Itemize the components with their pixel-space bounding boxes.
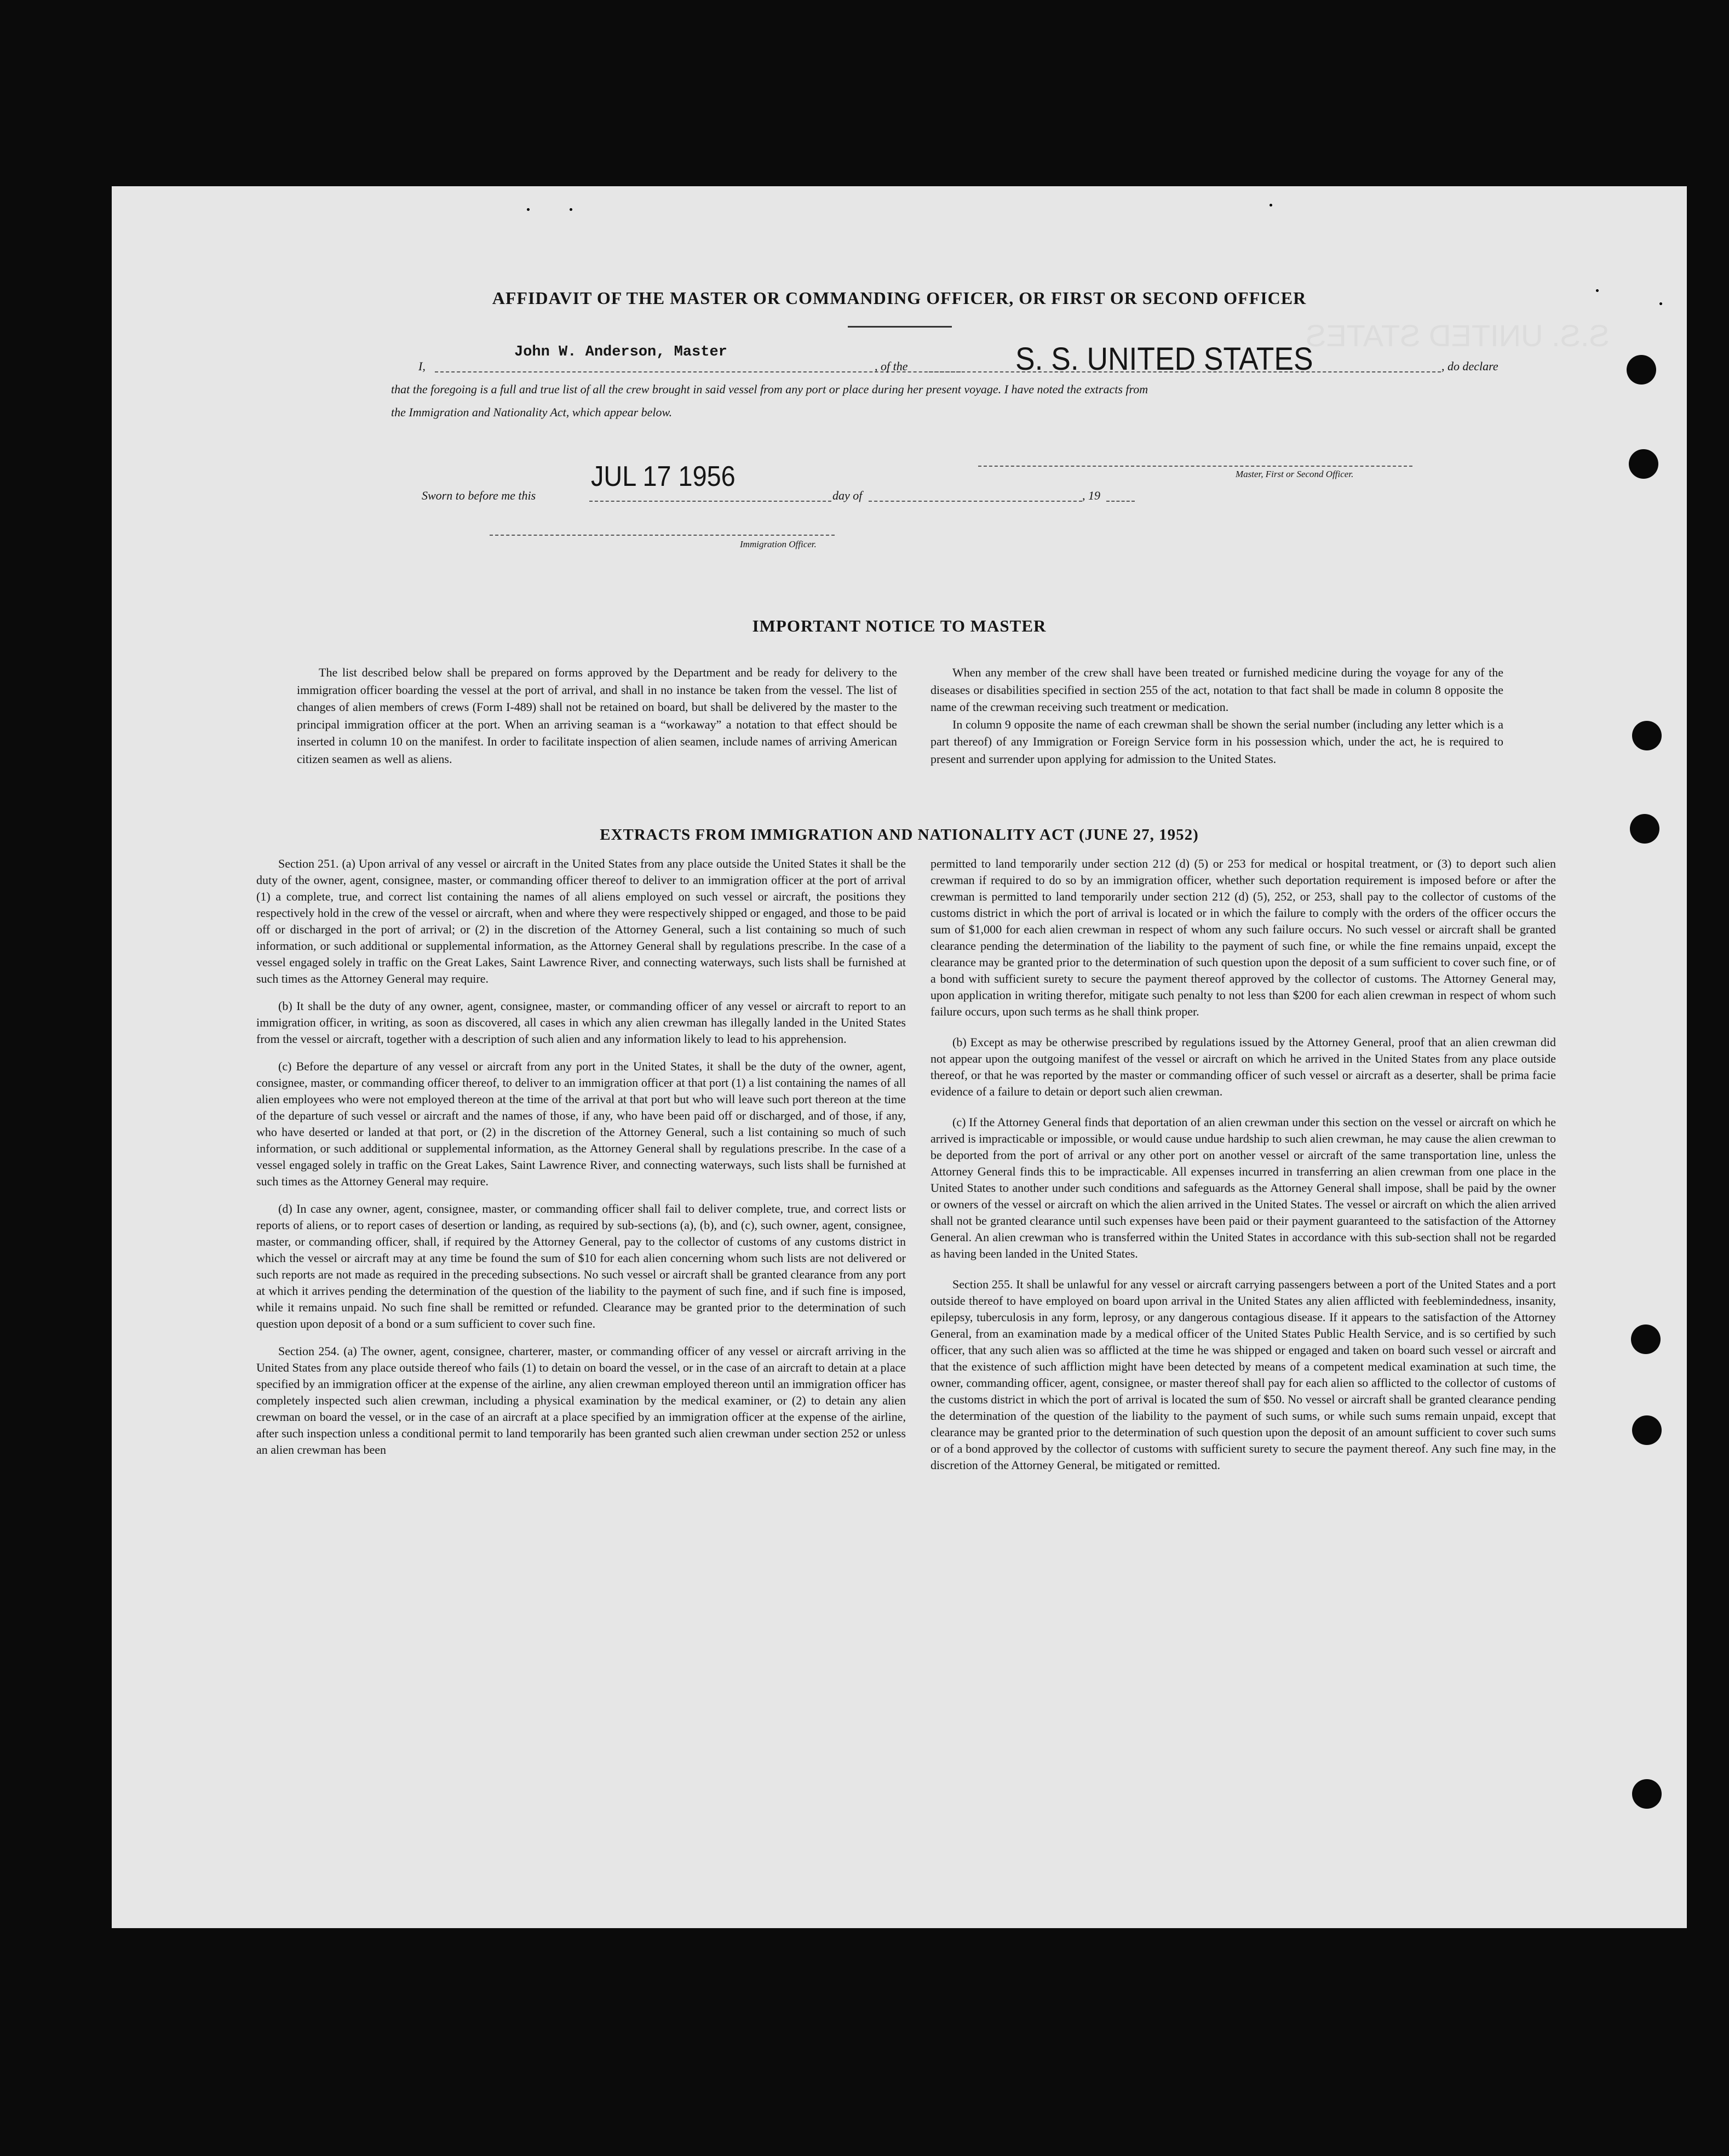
extract-section-251c: (c) Before the departure of any vessel or aircraft from any port in the United States, it shall be the duty of the owner, agent, consignee, master, or commanding officer thereof, to deliver to an immigration officer at that port (1) a list containing the names of all alien employees who were not employed thereon at the time of the arrival at that port but who will leave such port thereon at the time of the departure of such vessel or aircraft and the names of those, if any, who have been paid off or discharged, and of those, if any, who have deserted or landed at that port, or (2) in the discretion of the Attorney General, such a list containing so much of such information, or such additional or supplemental information, as the Attorney General shall by regulations prescribe. In the case of a vessel engaged solely in traffic on the Great Lakes, Saint Lawrence River, and connecting waterways, such lists shall be furnished at such times as the Attorney General may require. bbox=[256, 1059, 906, 1188]
sworn-prefix: Sworn to before me this bbox=[422, 489, 536, 502]
officer-signature-label: Immigration Officer. bbox=[740, 539, 817, 549]
vessel-name-stamp: S. S. UNITED STATES bbox=[1015, 341, 1313, 377]
master-signature-line bbox=[978, 466, 1412, 467]
extract-section-251d: (d) In case any owner, agent, consignee, master, or commanding officer shall fail to deliver complete, true, and correct lists or reports of aliens, or to report cases of desertion or landing, as required by sub-sections (a), (b), and (c), such owner, agent, consignee, master, or commanding officer, shall, if required by the Attorney General, pay to the collector of customs of any customs district in which the vessel or aircraft may at any time be found the sum of $10 for each alien concerning whom such lists are not delivered or such reports are not made as required in the preceding subsections. No such vessel or aircraft shall be granted clearance from any port at which it arrives pending the determination of the question of the liability to the payment of such fine, and if such fine is imposed, while it remains unpaid. No such fine shall be remitted or refunded. Clearance may be granted prior to the determination of such question upon deposit of a bond or a sum sufficient to cover such fine. bbox=[256, 1202, 906, 1331]
scan-speck bbox=[1659, 302, 1662, 305]
sworn-date-stamp: JUL 17 1956 bbox=[591, 461, 736, 492]
extract-section-251a: Section 251. (a) Upon arrival of any vessel or aircraft in the United States from any place outside the United States it shall be the duty of the owner, agent, consignee, master, or commanding officer thereof to deliver to an immigration officer at the port of arrival (1) a complete, true, and correct list containing the names of all aliens employed on such vessel or aircraft, the positions they respectively hold in the crew of the vessel or aircraft, when and where they were respectively shipped or engaged, and those to be paid off or discharged in the port of arrival; or (2) in the discretion of the Attorney General, such a list containing so much of such information, or such additional or supplemental information, as the Attorney General shall by regulations prescribe. In the case of a vessel engaged solely in traffic on the Great Lakes, Saint Lawrence River, and connecting waterways, such lists shall be furnished at such times as the Attorney General may require. bbox=[256, 857, 906, 985]
affidavit-title: AFFIDAVIT OF THE MASTER OR COMMANDING OFFICER, OR FIRST OR SECOND OFFICER bbox=[492, 288, 1307, 308]
notice-heading: IMPORTANT NOTICE TO MASTER bbox=[752, 616, 1047, 635]
punch-hole bbox=[1630, 814, 1659, 844]
sworn-year-line bbox=[1106, 501, 1135, 502]
punch-hole bbox=[1631, 1324, 1661, 1354]
punch-hole bbox=[1632, 721, 1662, 750]
extracts-left-column bbox=[256, 856, 906, 1469]
sworn-month-line bbox=[869, 501, 1082, 502]
affidavit-line3: the Immigration and Nationality Act, which appear below. bbox=[391, 405, 673, 419]
sworn-day-line bbox=[589, 501, 831, 502]
affidavit-line1-of: , of the bbox=[875, 359, 908, 373]
scan-speck bbox=[1270, 204, 1272, 207]
extract-section-254a-cont: permitted to land temporarily under section 212 (d) (5) or 253 for medical or hospital treatment, or (3) to deport such alien crewman if required to do so by an immigration officer, whether such deportation requirement is imposed before or after the crewman is permitted to land temporarily under section 212 (d) (5), 252, or 253, shall pay to the collector of customs of the customs district in which the port of arrival is located or in which the failure to comply with the orders of the officer occurs the sum of $1,000 for each alien crewman in respect of whom any such failure occurs. No such vessel or aircraft shall be granted clearance pending the determination of the liability to the payment of such fine, or while the fine remains unpaid, except the clearance may be granted prior to the determination of such question upon the deposit of a sum sufficient to cover such fine, or of a bond with sufficient surety to secure the payment thereof approved by the collector of customs. The Attorney General may, upon application in writing therefor, mitigate such penalty to not less than $200 for each alien crewman in respect of whom such failure occurs, upon such terms as he shall think proper. bbox=[930, 857, 1556, 1018]
extract-section-254b: (b) Except as may be otherwise prescribed by regulations issued by the Attorney General, proof that an alien crewman did not appear upon the outgoing manifest of the vessel or aircraft on which he arrived in the United States from any place outside thereof, or that he was reported by the master or commanding officer of such vessel or aircraft as a deserter, shall be prima facie evidence of a failure to detain or deport such alien crewman. bbox=[930, 1035, 1556, 1098]
sworn-day-of: day of bbox=[832, 489, 863, 502]
title-rule bbox=[848, 326, 952, 328]
extract-section-255: Section 255. It shall be unlawful for any vessel or aircraft carrying passengers between a port of the United States and a port outside thereof to have employed on board upon arrival in the United States any alien afflicted with feeblemindedness, insanity, epilepsy, tuberculosis in any form, leprosy, or any dangerous contagious disease. If it appears to the satisfaction of the Attorney General, from an examination made by a medical officer of the United States Public Health Service, and is so certified by such officer, that any such alien was so afflicted at the time he was shipped or engaged and taken on board such vessel or aircraft and that the existence of such affliction might have been detected by means of a competent medical examination at such time, the owner, commanding officer, agent, consignee, or master thereof shall pay for each alien so afflicted to the collector of customs of the customs district in which the port of arrival is located the sum of $50. No vessel or aircraft shall be granted clearance pending the determination of the question of the liability to the payment of such sums, or while such sums remain unpaid, except that clearance may be granted prior to the determination of such question upon the deposit of an amount sufficient to cover such sums or of a bond approved by the collector of customs with sufficient surety to secure the payment thereof. Any such fine may, in the discretion of the Attorney General, be mitigated or remitted. bbox=[930, 1277, 1556, 1472]
scan-speck bbox=[527, 208, 530, 211]
bleed-through-mark: S.S. UNITED STATES bbox=[1306, 318, 1610, 353]
affidavit-line2: that the foregoing is a full and true list of all the crew brought in said vessel from any port or place during her present voyage. I have noted the extracts from bbox=[391, 382, 1148, 396]
document-page bbox=[112, 186, 1687, 1928]
affidavit-line1-prefix: I, bbox=[418, 359, 426, 373]
scan-speck bbox=[570, 208, 572, 211]
sworn-year-prefix: , 19 bbox=[1082, 489, 1100, 502]
extracts-heading: EXTRACTS FROM IMMIGRATION AND NATIONALITY ACT (JUNE 27, 1952) bbox=[600, 826, 1199, 844]
punch-hole bbox=[1627, 355, 1656, 385]
extract-section-251b: (b) It shall be the duty of any owner, agent, consignee, master, or commanding officer of any vessel or aircraft to report to an immigration officer, in writing, as soon as discovered, all cases in which any alien crewman has illegally landed in the United States from the vessel or aircraft, together with a description of such alien and any information likely to lead to his apprehension. bbox=[256, 999, 906, 1046]
notice-left-paragraph: The list described below shall be prepared on forms approved by the Department and be ready for delivery to the immigration officer boarding the vessel at the port of arrival, and shall in no instance be taken from the vessel. The list of changes of alien members of crews (Form I-489) shall not be retained on board, but shall be delivered by the master to the principal immigration officer at the port. When an arriving seaman is a “workaway” a notation to that effect should be inserted in column 10 on the manifest. In order to facilitate inspection of alien seamen, include names of arriving American citizen seamen as well as aliens. bbox=[297, 666, 897, 766]
punch-hole bbox=[1632, 1415, 1662, 1445]
affidavit-line1-suffix: , do declare bbox=[1441, 359, 1498, 373]
extract-section-254c: (c) If the Attorney General finds that deportation of an alien crewman under this section on the vessel or aircraft on which he arrived is impracticable or impossible, or would cause undue hardship to such alien crewman, he may cause the alien crewman to be deported from the port of arrival or any other port on another vessel or aircraft of the same transportation line, unless the Attorney General finds this to be impracticable. All expenses incurred in transferring an alien crewman from one place in the United States to another under such conditions and safeguards as the Attorney General shall impose, shall be paid by the owner or owners of the vessel or aircraft on which the alien arrived in the United States. The vessel or aircraft on which the alien arrived shall not be granted clearance until such expenses have been paid or their payment guaranteed to the satisfaction of the Attorney General. An alien crewman who is transferred within the United States in accordance with this sub-section shall not be regarded as having been landed in the United States. bbox=[930, 1115, 1556, 1260]
extracts-right-column bbox=[930, 856, 1556, 1484]
notice-right-column bbox=[930, 664, 1503, 768]
master-signature-label: Master, First or Second Officer. bbox=[1236, 469, 1354, 479]
scan-speck bbox=[1596, 289, 1599, 292]
notice-right-paragraph-1: When any member of the crew shall have been treated or furnished medicine during the voyage for any of the diseases or disabilities specified in section 255 of the act, notation to that fact shall be made in column 8 opposite the name of the crewman receiving such treatment or medication. bbox=[930, 666, 1503, 714]
punch-hole bbox=[1632, 1779, 1662, 1809]
notice-left-column bbox=[297, 664, 897, 768]
extract-section-254a: Section 254. (a) The owner, agent, consignee, charterer, master, or commanding officer of any vessel or aircraft arriving in the United States from any place outside thereof who fails (1) to detain on board the vessel, or in the case of an aircraft to detain at a place specified by an immigration officer at the expense of the airline, any alien crewman employed thereon until an immigration officer has completely inspected such alien crewman, including a physical examination by the medical examiner, or (2) to detain any alien crewman on board the vessel, or in the case of an aircraft at a place specified by an immigration officer at the expense of the airline, after such inspection unless a conditional permit to land temporarily has been granted such alien crewman under section 252 or unless an alien crewman has been bbox=[256, 1344, 906, 1457]
notice-right-paragraph-2: In column 9 opposite the name of each crewman shall be shown the serial number (including any letter which is a part thereof) of any Immigration or Foreign Service form in his possession which, under the act, he is required to present and surrender upon applying for admission to the United States. bbox=[930, 717, 1503, 766]
officer-signature-line bbox=[490, 535, 835, 536]
punch-hole bbox=[1629, 449, 1658, 479]
master-name-typed: John W. Anderson, Master bbox=[514, 344, 727, 360]
